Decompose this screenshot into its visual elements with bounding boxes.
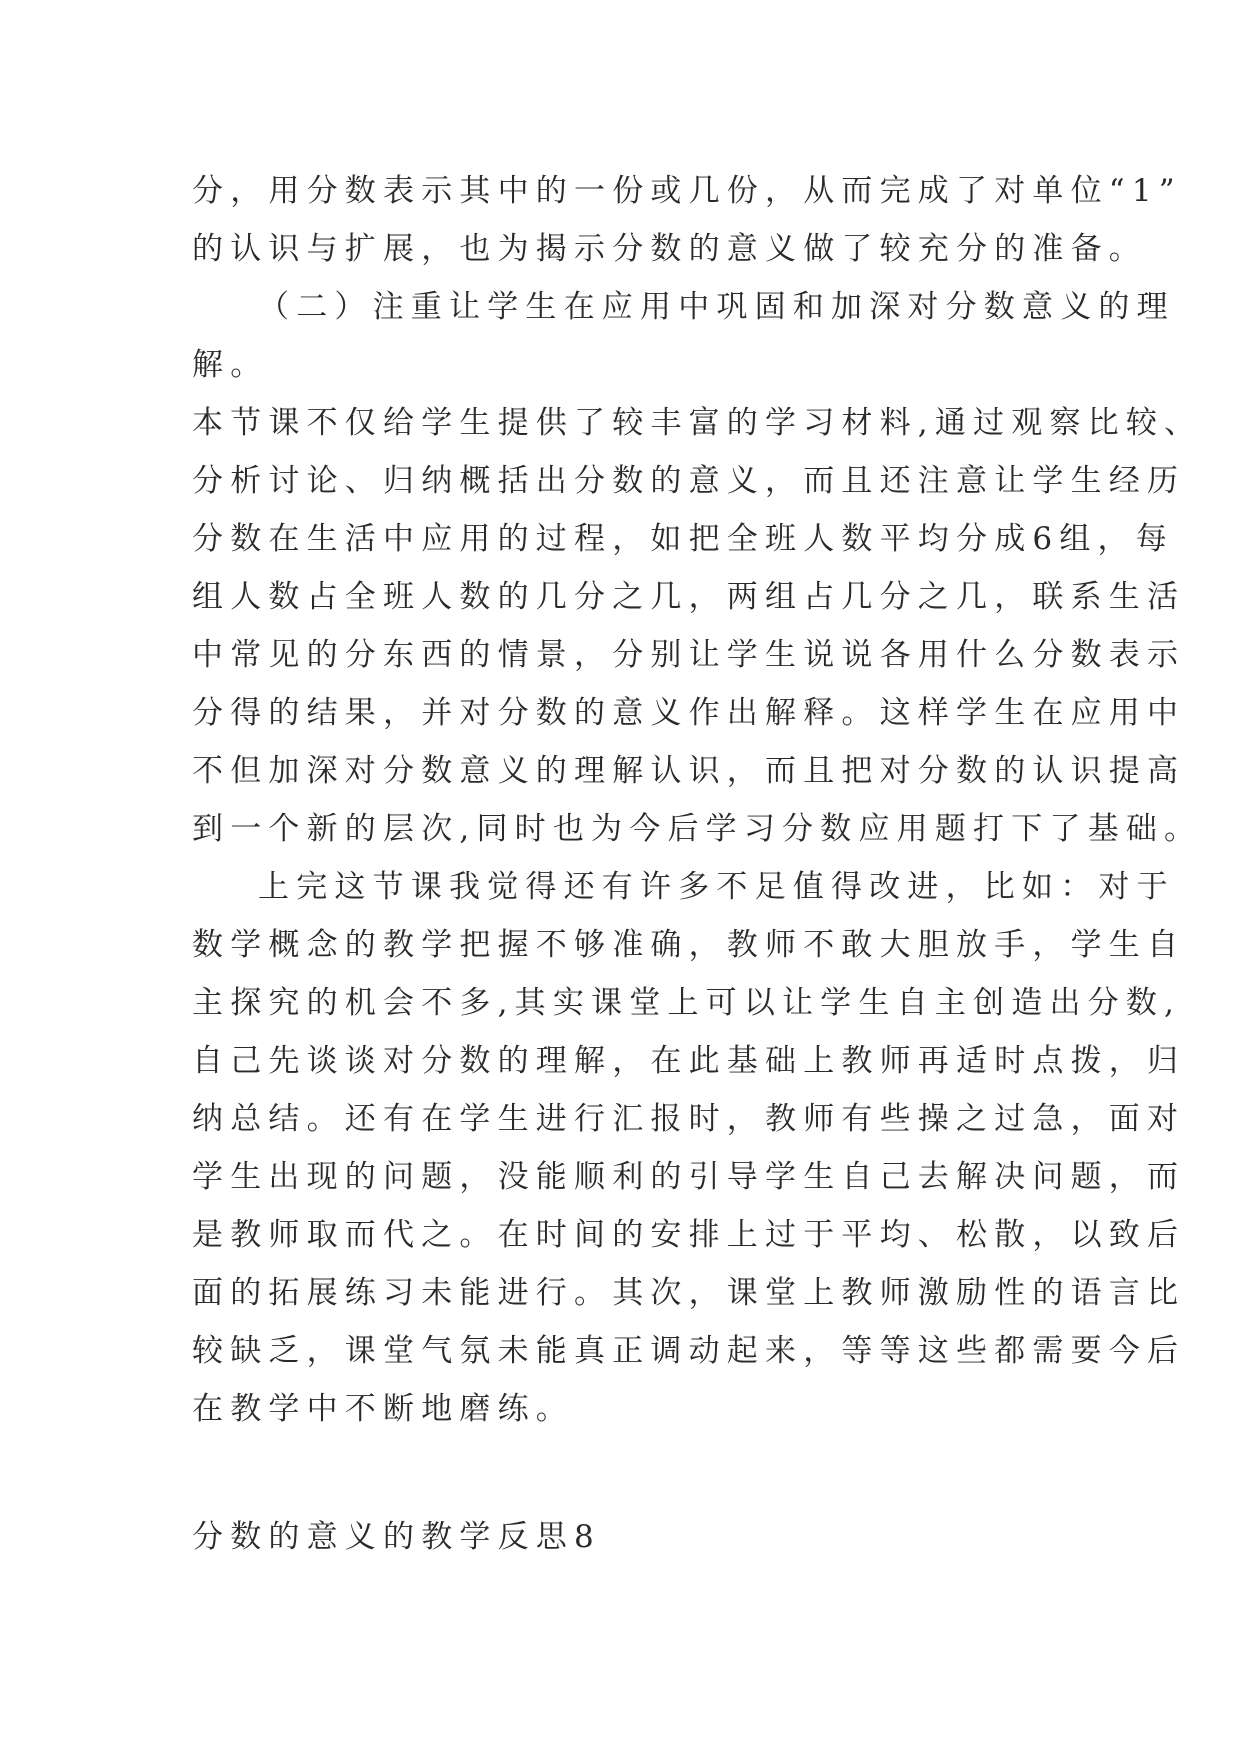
text-line: 组人数占全班人数的几分之几，两组占几分之几，联系生活 — [192, 579, 1186, 615]
text-line: 不但加深对分数意义的理解认识，而且把对分数的认识提高 — [192, 753, 1186, 789]
section-spacer — [192, 1438, 1052, 1508]
text-line: 学生出现的问题，没能顺利的引导学生自己去解决问题，而 — [192, 1159, 1186, 1195]
paragraph-application — [192, 394, 1203, 858]
text-line: 中常见的分东西的情景，分别让学生说说各用什么分数表示 — [192, 637, 1186, 673]
subheading-two — [192, 278, 1175, 394]
text-line: 上完这节课我觉得还有许多不足值得改进，比如：对于 — [258, 869, 1175, 905]
document-body — [192, 162, 1203, 1566]
text-line: 分数在生活中应用的过程，如把全班人数平均分成6组，每 — [192, 521, 1174, 557]
text-line: 本节课不仅给学生提供了较丰富的学习材料,通过观察比较、 — [192, 405, 1203, 441]
text-line: 纳总结。还有在学生进行汇报时，教师有些操之过急，面对 — [192, 1101, 1186, 1137]
text-line: 较缺乏，课堂气氛未能真正调动起来，等等这些都需要今后 — [192, 1333, 1186, 1369]
text-line: 自己先谈谈对分数的理解，在此基础上教师再适时点拨，归 — [192, 1043, 1186, 1079]
text-line: 的认识与扩展，也为揭示分数的意义做了较充分的准备。 — [192, 231, 1147, 267]
text-line: （二）注重让学生在应用中巩固和加深对分数意义的理 — [258, 289, 1175, 325]
paragraph-improvements — [192, 858, 1186, 1438]
text-line: 主探究的机会不多,其实课堂上可以让学生自主创造出分数, — [192, 985, 1182, 1021]
text-line: 是教师取而代之。在时间的安排上过于平均、松散，以致后 — [192, 1217, 1186, 1253]
text-line: 在教学中不断地磨练。 — [192, 1391, 574, 1427]
paragraph-continuation — [192, 162, 1182, 278]
section-title: 分数的意义的教学反思8 — [192, 1519, 601, 1555]
text-line: 分，用分数表示其中的一份或几份，从而完成了对单位“1” — [192, 173, 1182, 209]
text-line: 面的拓展练习未能进行。其次，课堂上教师激励性的语言比 — [192, 1275, 1186, 1311]
text-line: 分得的结果，并对分数的意义作出解释。这样学生在应用中 — [192, 695, 1186, 731]
text-line: 解。 — [192, 347, 269, 383]
text-line: 到一个新的层次,同时也为今后学习分数应用题打下了基础。 — [192, 811, 1203, 847]
text-line: 分析讨论、归纳概括出分数的意义，而且还注意让学生经历 — [192, 463, 1186, 499]
text-line: 数学概念的教学把握不够准确，教师不敢大胆放手，学生自 — [192, 927, 1186, 963]
